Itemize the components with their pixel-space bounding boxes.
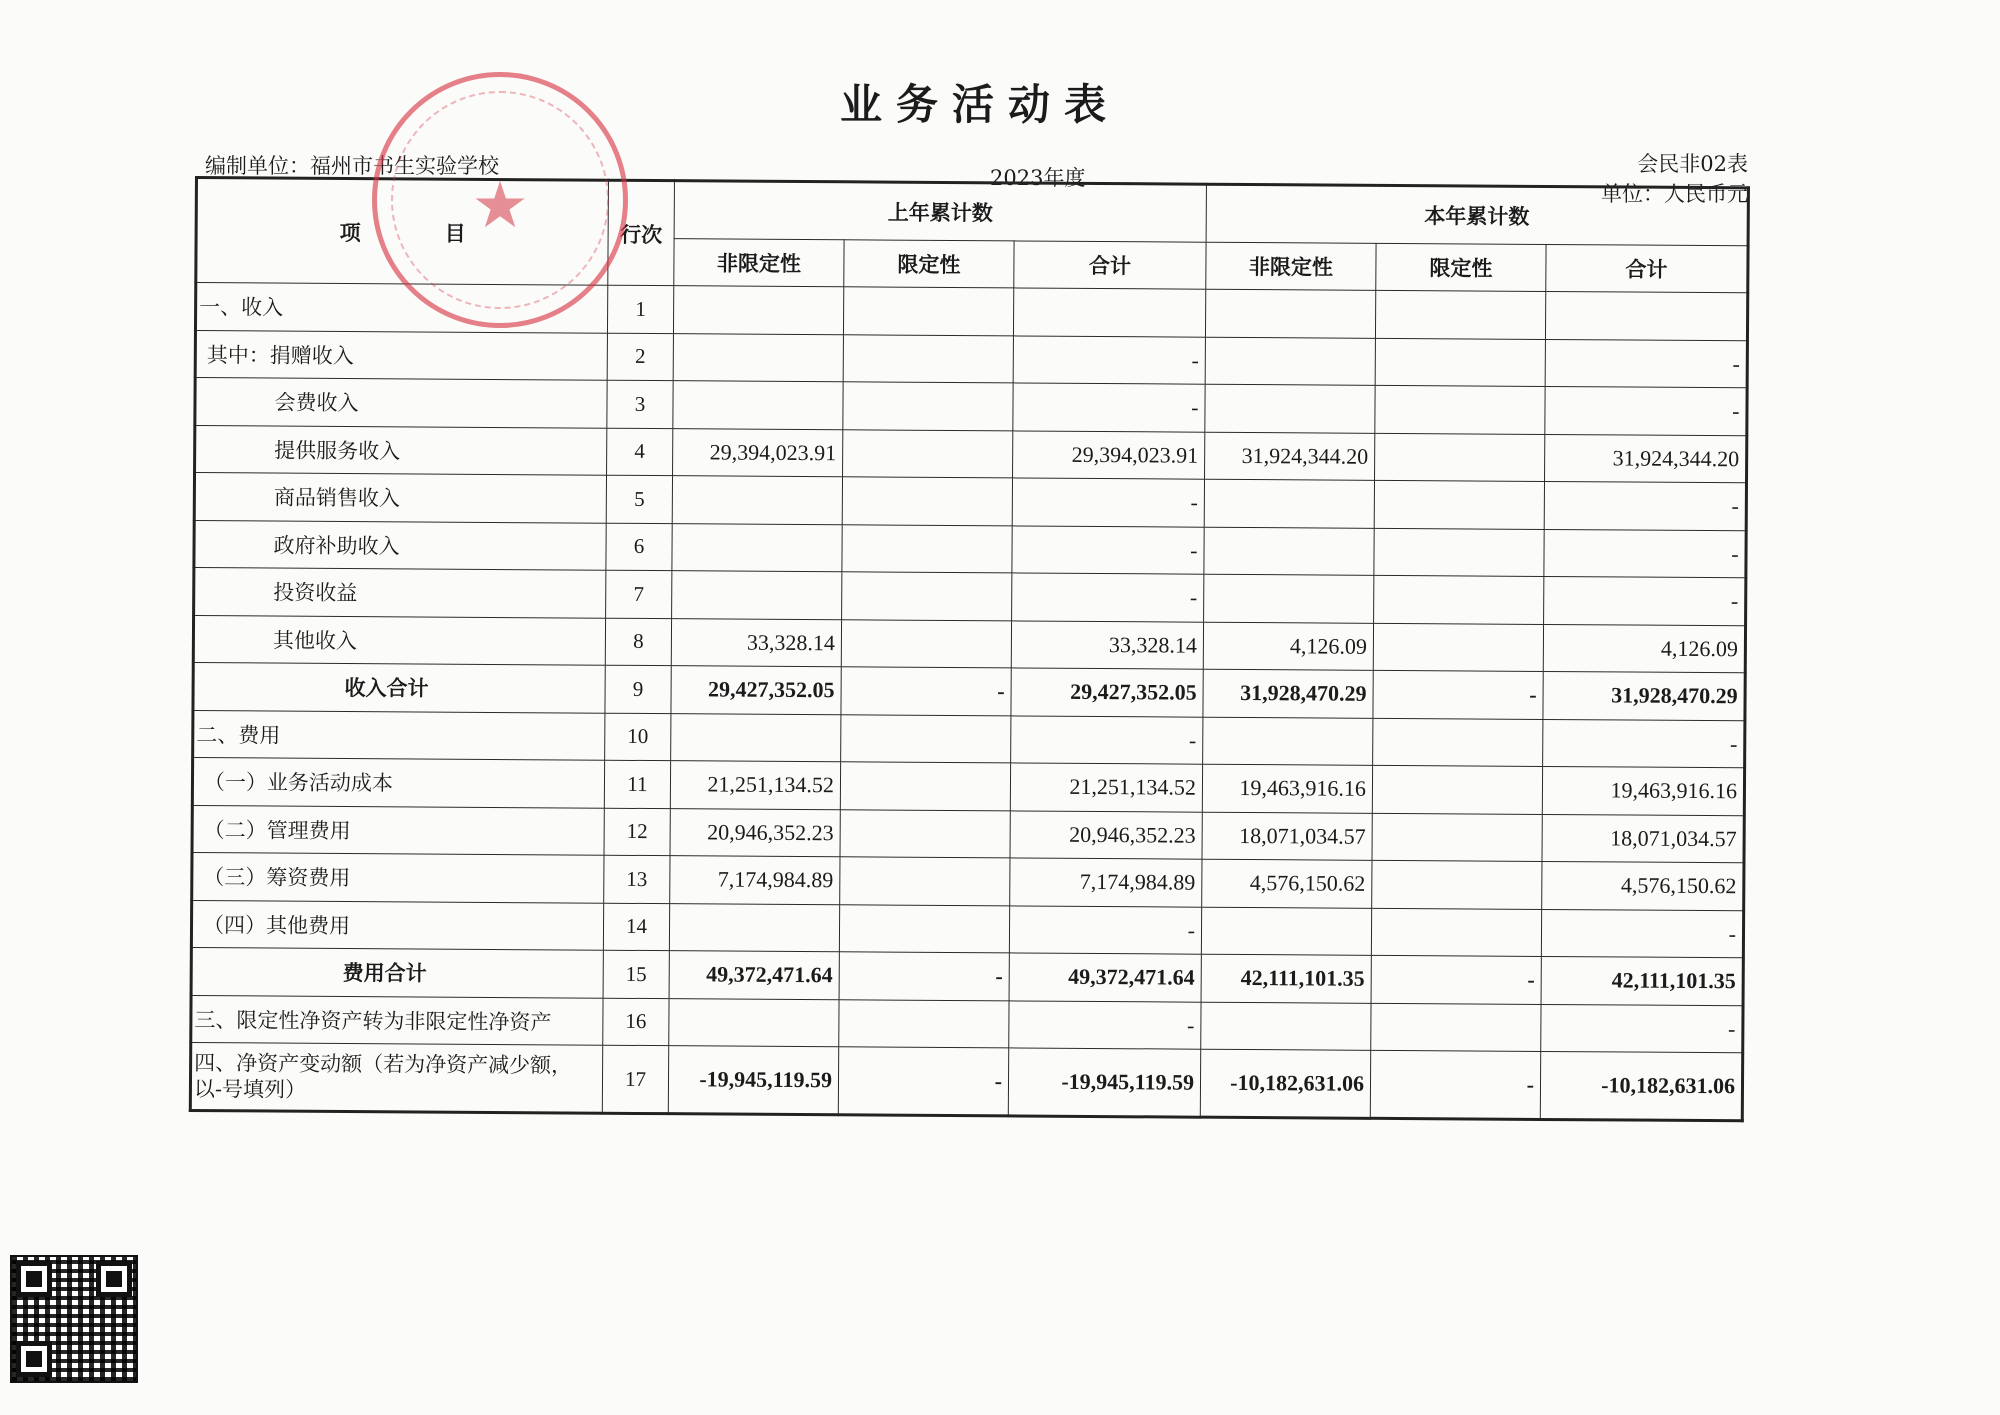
amount-cell: 4,576,150.62 xyxy=(1542,861,1744,910)
amount-cell: - xyxy=(838,1047,1008,1116)
amount-cell: -19,945,119.59 xyxy=(1008,1048,1200,1117)
amount-cell: 31,928,470.29 xyxy=(1203,669,1373,718)
amount-cell xyxy=(1204,574,1374,623)
table-row xyxy=(190,1042,1742,1120)
amount-cell: 29,394,023.91 xyxy=(673,428,843,477)
amount-cell: - xyxy=(1543,719,1745,768)
form-code: 会民非02表 xyxy=(1637,152,1748,176)
amount-cell: 33,328.14 xyxy=(671,618,841,667)
qr-finder-pattern xyxy=(96,1261,132,1297)
header-prior-unrestricted: 非限定性 xyxy=(674,239,844,287)
reporting-unit-label: 编制单位：福州市书生实验学校 xyxy=(205,154,499,178)
amount-cell: - xyxy=(1545,386,1747,435)
amount-cell: - xyxy=(1012,478,1204,527)
row-number: 12 xyxy=(604,808,670,856)
amount-cell: 7,174,984.89 xyxy=(670,856,840,905)
row-number: 17 xyxy=(602,1045,668,1113)
row-label: 投资收益 xyxy=(194,568,606,618)
amount-cell: - xyxy=(1012,573,1204,622)
amount-cell xyxy=(672,523,842,572)
amount-cell: 20,946,352.23 xyxy=(670,808,840,857)
amount-cell xyxy=(843,287,1013,336)
row-number: 3 xyxy=(607,380,673,428)
amount-cell xyxy=(1374,528,1544,577)
row-label: （一）业务活动成本 xyxy=(192,757,604,807)
amount-cell: 18,071,034.57 xyxy=(1202,812,1372,861)
report-title: 业务活动表 xyxy=(839,80,1120,129)
amount-cell: 31,924,344.20 xyxy=(1205,432,1375,481)
amount-cell xyxy=(1013,288,1205,337)
amount-cell xyxy=(1204,479,1374,528)
row-number: 16 xyxy=(603,998,669,1046)
amount-cell xyxy=(1373,718,1543,767)
amount-cell: 42,111,101.35 xyxy=(1201,954,1371,1003)
amount-cell: 31,924,344.20 xyxy=(1545,434,1747,483)
amount-cell xyxy=(669,998,839,1047)
amount-cell xyxy=(843,429,1013,478)
amount-cell: 20,946,352.23 xyxy=(1010,810,1202,859)
amount-cell xyxy=(671,713,841,762)
amount-cell: - xyxy=(839,952,1009,1001)
amount-cell xyxy=(839,999,1009,1048)
amount-cell: 29,394,023.91 xyxy=(1013,430,1205,479)
amount-cell xyxy=(843,334,1013,383)
amount-cell xyxy=(842,572,1012,621)
amount-cell: -10,182,631.06 xyxy=(1540,1051,1742,1120)
amount-cell: - xyxy=(1371,955,1541,1004)
amount-cell xyxy=(1372,765,1542,814)
amount-cell: 4,126.09 xyxy=(1203,622,1373,671)
header-current-total: 合计 xyxy=(1546,244,1748,292)
amount-cell xyxy=(840,857,1010,906)
amount-cell: - xyxy=(1013,335,1205,384)
row-label: （二）管理费用 xyxy=(192,805,604,855)
row-number: 6 xyxy=(606,523,672,571)
amount-cell xyxy=(842,477,1012,526)
row-number: 13 xyxy=(604,855,670,903)
amount-cell: 49,372,471.64 xyxy=(669,951,839,1000)
amount-cell xyxy=(841,714,1011,763)
row-label: 费用合计 xyxy=(191,947,603,997)
row-number: 15 xyxy=(603,950,669,998)
amount-cell: - xyxy=(1545,339,1747,388)
amount-cell: - xyxy=(1009,905,1201,954)
amount-cell xyxy=(1372,813,1542,862)
amount-cell: -19,945,119.59 xyxy=(668,1046,838,1115)
amount-cell: 19,463,916.16 xyxy=(1542,766,1744,815)
amount-cell: 4,576,150.62 xyxy=(1202,859,1372,908)
amount-cell xyxy=(1374,575,1544,624)
amount-cell xyxy=(1373,623,1543,672)
row-label: 四、净资产变动额（若为净资产减少额，以-号填列） xyxy=(190,1042,602,1113)
amount-cell xyxy=(1205,384,1375,433)
amount-cell: - xyxy=(1373,670,1543,719)
amount-cell: -10,182,631.06 xyxy=(1200,1049,1370,1118)
row-label: 提供服务收入 xyxy=(195,425,607,475)
table-body xyxy=(190,283,1748,1121)
row-label: 政府补助收入 xyxy=(194,520,606,570)
amount-cell xyxy=(1371,1003,1541,1052)
row-label: （三）筹资费用 xyxy=(192,852,604,902)
qr-finder-pattern xyxy=(16,1341,52,1377)
amount-cell: - xyxy=(1012,525,1204,574)
amount-cell: 18,071,034.57 xyxy=(1542,814,1744,863)
amount-cell: 49,372,471.64 xyxy=(1009,953,1201,1002)
amount-cell xyxy=(1375,433,1545,482)
amount-cell: - xyxy=(1544,481,1746,530)
amount-cell: 42,111,101.35 xyxy=(1541,956,1743,1005)
amount-cell xyxy=(669,903,839,952)
amount-cell xyxy=(1375,338,1545,387)
amount-cell: 29,427,352.05 xyxy=(671,666,841,715)
row-number: 1 xyxy=(607,285,673,333)
qr-finder-pattern xyxy=(16,1261,52,1297)
amount-cell xyxy=(840,809,1010,858)
header-prior-total: 合计 xyxy=(1014,241,1206,289)
amount-cell: 19,463,916.16 xyxy=(1202,764,1372,813)
row-label: 其他收入 xyxy=(193,615,605,665)
header-current-restricted: 限定性 xyxy=(1376,243,1546,291)
amount-cell xyxy=(839,904,1009,953)
amount-cell xyxy=(1203,717,1373,766)
amount-cell xyxy=(840,762,1010,811)
amount-cell xyxy=(673,333,843,382)
table-header xyxy=(196,178,1749,293)
amount-cell xyxy=(672,571,842,620)
amount-cell xyxy=(1371,908,1541,957)
amount-cell xyxy=(1205,337,1375,386)
amount-cell xyxy=(1372,860,1542,909)
amount-cell xyxy=(843,382,1013,431)
row-label: 二、费用 xyxy=(193,710,605,760)
amount-cell xyxy=(672,476,842,525)
row-number: 7 xyxy=(606,570,672,618)
row-number: 2 xyxy=(607,333,673,381)
amount-cell: 21,251,134.52 xyxy=(1010,763,1202,812)
amount-cell xyxy=(673,286,843,335)
amount-cell: - xyxy=(1011,715,1203,764)
currency-unit-label: 单位：人民币元 xyxy=(1601,182,1748,206)
row-number: 4 xyxy=(607,428,673,476)
row-number: 14 xyxy=(603,903,669,951)
header-current-unrestricted: 非限定性 xyxy=(1206,242,1376,290)
row-number: 5 xyxy=(606,475,672,523)
amount-cell: - xyxy=(1013,383,1205,432)
amount-cell xyxy=(1545,291,1747,340)
amount-cell: 29,427,352.05 xyxy=(1011,668,1203,717)
header-current-year: 本年累计数 xyxy=(1206,184,1748,246)
amount-cell: - xyxy=(1541,1004,1743,1053)
amount-cell: 4,126.09 xyxy=(1543,624,1745,673)
row-label: 商品销售收入 xyxy=(194,473,606,523)
amount-cell: 7,174,984.89 xyxy=(1010,858,1202,907)
row-number: 10 xyxy=(605,713,671,761)
amount-cell xyxy=(1204,527,1374,576)
amount-cell: 33,328.14 xyxy=(1011,620,1203,669)
amount-cell xyxy=(1374,480,1544,529)
header-row-no: 行次 xyxy=(608,180,675,285)
row-label: 一、收入 xyxy=(195,283,607,333)
amount-cell: - xyxy=(1544,529,1746,578)
amount-cell xyxy=(1375,385,1545,434)
amount-cell: - xyxy=(1009,1000,1201,1049)
header-prior-restricted: 限定性 xyxy=(844,240,1014,288)
amount-cell xyxy=(841,619,1011,668)
amount-cell xyxy=(1201,1002,1371,1051)
seal-star-icon: ★ xyxy=(471,169,529,243)
row-label: 会费收入 xyxy=(195,378,607,428)
amount-cell: - xyxy=(1370,1050,1540,1119)
amount-cell: 31,928,470.29 xyxy=(1543,671,1745,720)
activity-statement-table xyxy=(189,176,1750,1122)
amount-cell xyxy=(842,524,1012,573)
row-label: （四）其他费用 xyxy=(191,900,603,950)
activity-statement-table-container xyxy=(189,176,1747,1122)
header-prior-year: 上年累计数 xyxy=(674,181,1206,243)
amount-cell: - xyxy=(1541,909,1743,958)
amount-cell: - xyxy=(841,667,1011,716)
row-label: 收入合计 xyxy=(193,662,605,712)
report-year: 2023年度 xyxy=(990,166,1086,190)
row-label: 三、限定性净资产转为非限定性净资产 xyxy=(191,995,603,1045)
row-label: 其中：捐赠收入 xyxy=(195,330,607,380)
row-number: 9 xyxy=(605,665,671,713)
qr-code-icon xyxy=(10,1255,138,1383)
amount-cell: - xyxy=(1544,576,1746,625)
header-item: 项 目 xyxy=(196,178,609,286)
amount-cell xyxy=(1205,289,1375,338)
row-number: 8 xyxy=(605,618,671,666)
amount-cell xyxy=(1375,290,1545,339)
amount-cell: 21,251,134.52 xyxy=(670,761,840,810)
row-number: 11 xyxy=(604,760,670,808)
amount-cell xyxy=(673,381,843,430)
amount-cell xyxy=(1201,907,1371,956)
